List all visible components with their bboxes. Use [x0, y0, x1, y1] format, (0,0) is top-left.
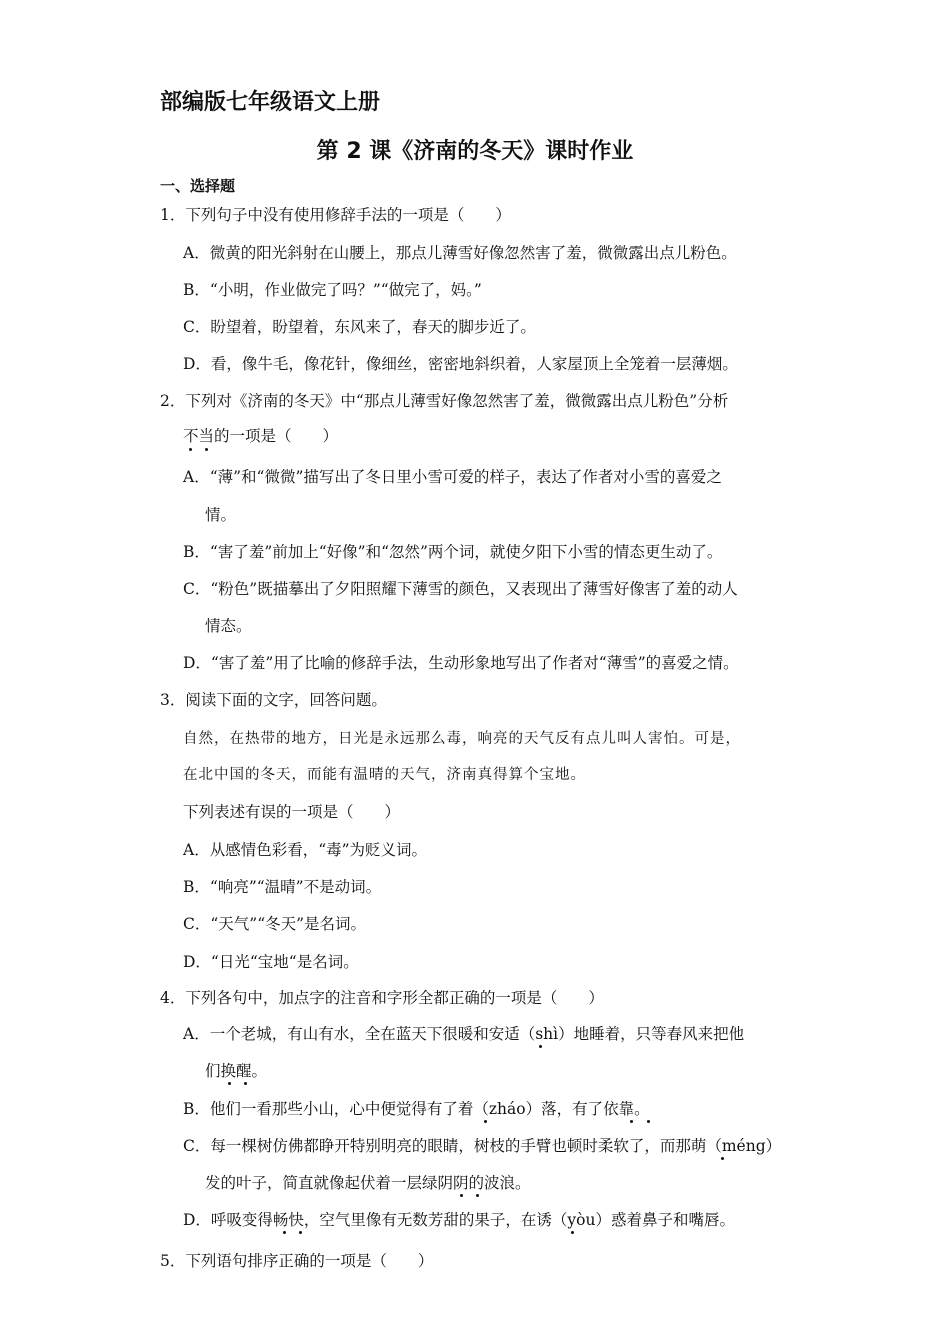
emphasis-dot — [476, 1194, 479, 1197]
question-2-option-c-line-1: C．“粉色”既描摹出了夕阳照耀下薄雪的颜色，又表现出了薄雪好像害了羞的动人 — [183, 580, 738, 598]
question-2-stem-line-1: 2．下列对《济南的冬天》中“那点儿薄雪好像忽然害了羞，微微露出点儿粉色”分析 — [160, 392, 729, 410]
emphasis-dot — [189, 448, 192, 451]
question-3-option-c: C．“天气”“冬天”是名词。 — [183, 915, 367, 933]
question-4-option-c-line-2: 发的叶子，简直就像起伏着一层绿阴阴的波浪。 — [205, 1174, 531, 1192]
emphasis-dot — [228, 1082, 231, 1085]
question-4-option-a-line-1: A．一个老城，有山有水，全在蓝天下很暖和安适（shì）地睡着，只等春风来把他 — [183, 1025, 745, 1043]
emphasis-dot — [539, 1045, 542, 1048]
emphasis-dot — [484, 1120, 487, 1123]
section-heading: 一、选择题 — [160, 177, 236, 195]
question-2-option-a-line-1: A．“薄”和“微微”描写出了冬日里小雪可爱的样子，表达了作者对小雪的喜爱之 — [183, 468, 722, 486]
question-4-option-a-line-2: 们换醒。 — [205, 1062, 268, 1080]
reading-passage-line-2: 在北中国的冬天，而能有温晴的天气，济南真得算个宝地。 — [183, 767, 586, 783]
question-4-option-d: D．呼吸变得畅快，空气里像有无数芳甜的果子，在诱（yòu）惑着鼻子和嘴唇。 — [183, 1211, 736, 1229]
question-3-option-d: D．“日光“宝地“是名词。 — [183, 953, 359, 971]
question-2-stem-line-2: 不当的一项是（ ） — [183, 427, 339, 445]
question-2-option-b: B．“害了羞”前加上“好像”和“忽然”两个词，就使夕阳下小雪的情态更生动了。 — [183, 543, 723, 561]
emphasis-dot — [460, 1194, 463, 1197]
question-5-stem: 5．下列语句排序正确的一项是（ ） — [160, 1252, 434, 1270]
question-3-prompt: 下列表述有误的一项是（ ） — [183, 803, 401, 821]
question-4-stem: 4．下列各句中，加点字的注音和字形全都正确的一项是（ ） — [160, 989, 604, 1007]
document-title: 部编版七年级语文上册 — [160, 90, 381, 115]
question-1-option-a: A．微黄的阳光斜射在山腰上，那点儿薄雪好像忽然害了羞，微微露出点儿粉色。 — [183, 244, 737, 262]
question-3-option-a: A．从感情色彩看，“毒”为贬义词。 — [183, 841, 428, 859]
reading-passage-line-1: 自然，在热带的地方，日光是永远那么毒，响亮的天气反有点儿叫人害怕。可是， — [183, 731, 741, 747]
question-3-stem: 3．阅读下面的文字，回答问题。 — [160, 691, 387, 709]
question-1-option-d: D．看，像牛毛，像花针，像细丝，密密地斜织着，人家屋顶上全笼着一层薄烟。 — [183, 355, 738, 373]
question-2-option-c-line-2: 情态。 — [205, 617, 252, 635]
question-4-option-b: B．他们一看那些小山，心中便觉得有了着（zháo）落，有了依靠。 — [183, 1100, 650, 1118]
emphasis-dot — [647, 1120, 650, 1123]
question-1-option-c: C．盼望着，盼望着，东风来了，春天的脚步近了。 — [183, 318, 536, 336]
emphasis-dot — [630, 1120, 633, 1123]
emphasis-dot — [244, 1082, 247, 1085]
emphasis-dot — [299, 1231, 302, 1234]
question-2-option-d: D．“害了羞”用了比喻的修辞手法，生动形象地写出了作者对“薄雪”的喜爱之情。 — [183, 654, 739, 672]
lesson-title: 第 2 课《济南的冬天》课时作业 — [316, 139, 634, 164]
question-1-stem: 1．下列句子中没有使用修辞手法的一项是（ ） — [160, 206, 511, 224]
emphasis-dot — [283, 1231, 286, 1234]
emphasis-dot — [571, 1231, 574, 1234]
question-1-option-b: B．“小明，作业做完了吗？”“做完了，妈。” — [183, 281, 482, 299]
emphasis-dot — [721, 1157, 724, 1160]
emphasis-dot — [205, 448, 208, 451]
question-4-option-c-line-1: C．每一棵树仿佛都睁开特别明亮的眼睛，树枝的手臂也顿时柔软了，而那萌（méng） — [183, 1137, 782, 1155]
question-2-option-a-line-2: 情。 — [205, 506, 237, 524]
question-3-option-b: B．“响亮”“温晴”不是动词。 — [183, 878, 382, 896]
